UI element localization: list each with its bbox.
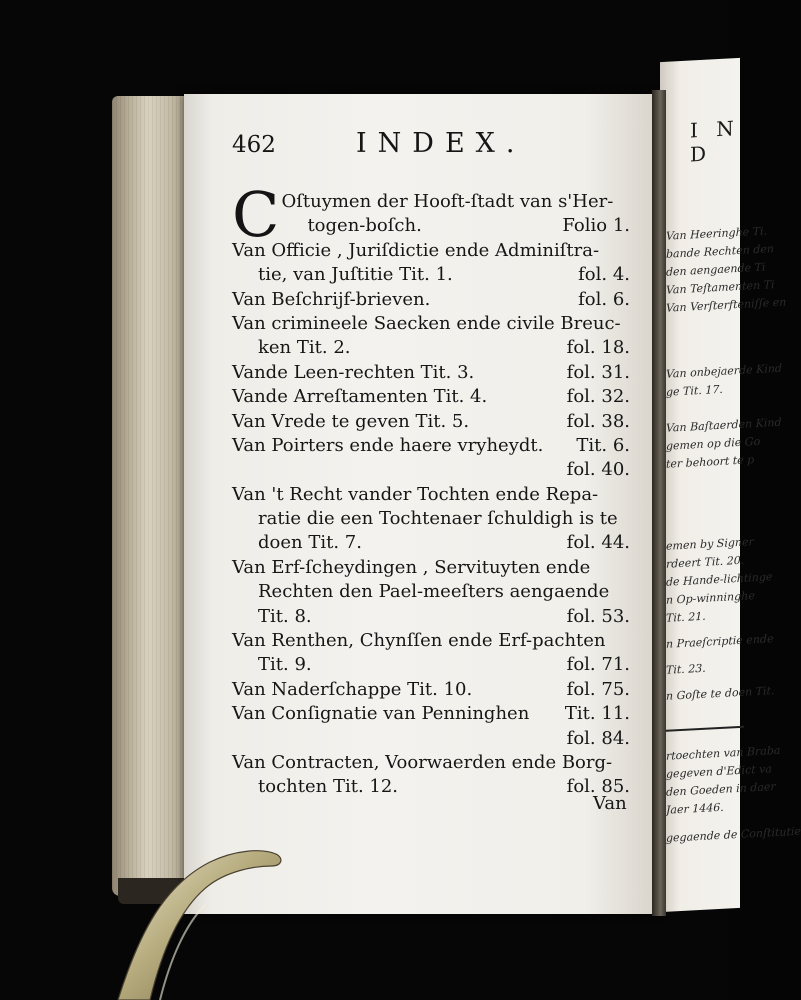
index-line-text: Van Naderſchappe Tit. 10. [232, 678, 473, 700]
index-line-text: Van Officie , Juriſdictie ende Adminiſtra- [232, 239, 600, 261]
facing-page-line: emen by Signer [666, 535, 754, 553]
facing-page-line: den aengaende Ti [666, 260, 766, 279]
facing-page-line: ter behoort te p [666, 453, 755, 471]
index-line-text: Van crimineele Saecken ende civile Breuc- [232, 312, 621, 334]
index-line-text: doen Tit. 7. [258, 532, 362, 554]
facing-page-line: n Praeſcriptie ende [666, 632, 774, 651]
index-line-reference: fol. 44. [566, 532, 630, 554]
index-line-reference: fol. 4. [578, 264, 630, 286]
index-line-reference: fol. 18. [566, 337, 630, 359]
facing-page-line: Van Baſtaerden Kind [666, 415, 782, 435]
index-line-text: Tit. 8. [258, 605, 312, 627]
index-line-reference: Tit. 11. [564, 703, 630, 725]
facing-page-line: Van Heeringhe Ti. [666, 224, 768, 243]
facing-page-line: Van Verſterfteniſſe en [666, 295, 787, 315]
index-line-text: Van Vrede te geven Tit. 5. [232, 410, 470, 432]
index-line-reference: Folio 1. [562, 215, 630, 237]
index-line-text: Van Beſchrijf-brieven. [232, 288, 431, 310]
facing-page-line: gegeven d'Edict va [666, 762, 772, 781]
facing-page-line: bande Rechten den [666, 242, 774, 261]
facing-page-line: Tit. 23. [666, 661, 706, 677]
index-line-reference: fol. 75. [566, 678, 630, 700]
facing-page-line: Van onbejaerde Kind [666, 361, 782, 381]
catchword: Van [593, 793, 627, 814]
facing-page-line: den Goeden in daer [666, 780, 776, 799]
index-line-reference: fol. 84. [566, 727, 630, 749]
index-line-text: Oſtuymen der Hooft-ſtadt van s'Her- [281, 191, 614, 212]
index-line-reference: fol. 71. [566, 654, 630, 676]
index-line-reference: fol. 32. [566, 386, 630, 408]
facing-page-line: rdeert Tit. 20. [666, 553, 745, 571]
index-line-text: Rechten den Pael-meeſters aengaende [258, 581, 610, 603]
index-line-reference: Tit. 6. [576, 434, 630, 456]
index-line-reference: fol. 40. [566, 459, 630, 481]
index-line-reference: fol. 85. [566, 776, 630, 798]
index-line-text: tochten Tit. 12. [258, 776, 399, 798]
facing-page-line: Tit. 21. [666, 609, 706, 625]
facing-page-line: gemen op die Go [666, 434, 761, 453]
facing-page-line: n Goſte te doen Tit. [666, 684, 775, 703]
index-line-text: ken Tit. 2. [258, 337, 351, 359]
index-line-text: Van Poirters ende haere vryheydt. [232, 434, 544, 456]
page-title: INDEX. [356, 128, 526, 159]
facing-page-line: gegaende de Conſtitutie [666, 824, 801, 845]
index-line-text: Van 't Recht vander Tochten ende Repa- [232, 483, 599, 505]
page-number: 462 [232, 132, 276, 158]
index-line-reference: fol. 6. [578, 288, 630, 310]
facing-page-line: rtoechten van Braba [666, 743, 781, 763]
facing-page-line: Jaer 1446. [666, 800, 724, 817]
facing-page-line: n Op-winninghe [666, 589, 755, 607]
index-line-text: Van Renthen, Chynſſen ende Erf-pachten [232, 630, 606, 652]
index-line-text: Vande Arreſtamenten Tit. 4. [232, 386, 488, 408]
index-line-text: Van Conſignatie van Penninghen [232, 703, 530, 725]
index-line-text: Tit. 9. [258, 654, 312, 676]
index-line-text: Van Erf-ſcheydingen , Servituyten ende [232, 556, 591, 578]
index-line-text: ratie die een Tochtenaer ſchuldigh is te [258, 508, 618, 530]
facing-page-header: I N D [690, 115, 740, 167]
index-line-text: Vande Leen-rechten Tit. 3. [232, 361, 475, 383]
drop-cap: C [232, 178, 280, 251]
facing-page-line: ge Tit. 17. [666, 382, 723, 399]
index-line-reference: fol. 31. [566, 361, 630, 383]
index-line-reference: fol. 53. [566, 605, 630, 627]
index-line-text: tie, van Juſtitie Tit. 1. [258, 264, 453, 286]
facing-page-line: Van Teſtamenten Ti [666, 278, 775, 297]
facing-page-line: de Hande-lichtinge [666, 570, 773, 589]
index-line-reference: fol. 38. [566, 410, 630, 432]
index-line-text: togen-boſch. [307, 215, 422, 237]
index-line-text: Van Contracten, Voorwaerden ende Borg- [232, 751, 613, 773]
